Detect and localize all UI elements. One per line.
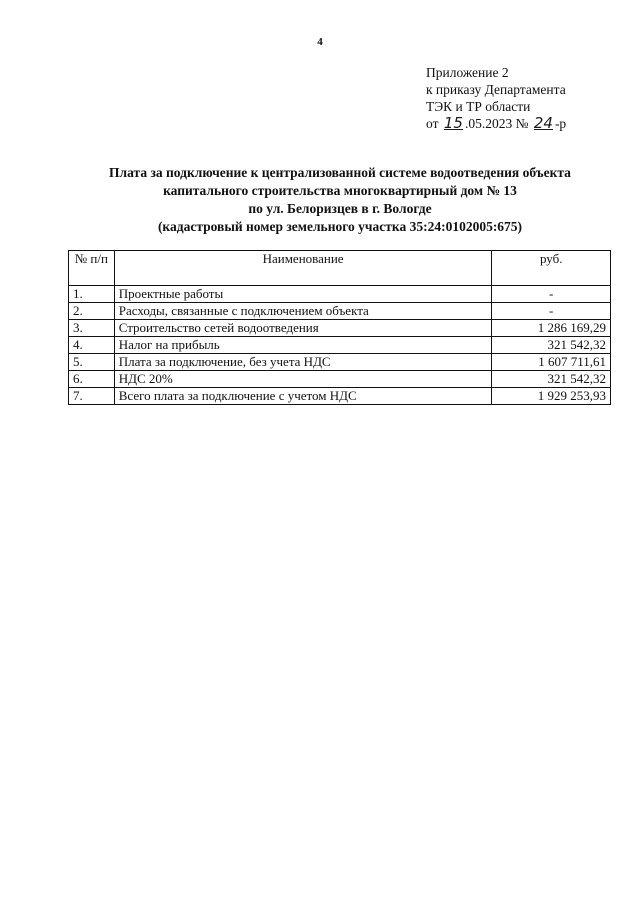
row-rub: - — [492, 286, 611, 303]
row-name: Налог на прибыль — [114, 337, 492, 354]
order-number-suffix: -р — [554, 116, 567, 131]
title-line-1: Плата за подключение к централизованной системе водоотведения объекта — [109, 165, 571, 180]
date-suffix: .05.2023 № — [464, 116, 529, 131]
appendix-block — [426, 64, 566, 132]
title-line-4: (кадастровый номер земельного участка 35:24:0102005:675) — [157, 219, 523, 234]
appendix-line-3: ТЭК и ТР области — [426, 99, 531, 114]
row-name: Расходы, связанные с подключением объекта — [114, 303, 492, 320]
row-num: 5. — [69, 354, 115, 371]
header-rub: руб. — [492, 251, 611, 286]
table-row — [69, 320, 611, 337]
row-name: Строительство сетей водоотведения — [114, 320, 492, 337]
table-row — [69, 354, 611, 371]
row-rub: 321 542,32 — [492, 371, 611, 388]
date-prefix: от — [426, 116, 439, 131]
header-name: Наименование — [114, 251, 492, 286]
row-rub: 1 286 169,29 — [492, 320, 611, 337]
row-num: 6. — [69, 371, 115, 388]
row-name: НДС 20% — [114, 371, 492, 388]
handwritten-day: 15 — [443, 114, 463, 132]
row-num: 3. — [69, 320, 115, 337]
appendix-date-line — [426, 115, 566, 132]
table-row — [69, 286, 611, 303]
table-row — [69, 388, 611, 405]
title-line-2: капитального строительства многоквартирный дом № 13 — [163, 183, 517, 198]
appendix-line-1: Приложение 2 — [426, 65, 509, 80]
row-num: 7. — [69, 388, 115, 405]
page-number: 4 — [317, 36, 323, 48]
handwritten-order-number: 24 — [533, 114, 553, 132]
table-row — [69, 337, 611, 354]
title-line-3: по ул. Белоризцев в г. Вологде — [248, 201, 432, 216]
document-title — [70, 164, 610, 236]
row-name: Плата за подключение, без учета НДС — [114, 354, 492, 371]
row-rub: 1 607 711,61 — [492, 354, 611, 371]
table-row — [69, 371, 611, 388]
row-rub: 321 542,32 — [492, 337, 611, 354]
row-num: 2. — [69, 303, 115, 320]
row-name: Проектные работы — [114, 286, 492, 303]
table-header-row — [69, 251, 611, 286]
row-rub: - — [492, 303, 611, 320]
row-rub: 1 929 253,93 — [492, 388, 611, 405]
row-num: 1. — [69, 286, 115, 303]
table-row — [69, 303, 611, 320]
appendix-line-2: к приказу Департамента — [426, 82, 566, 97]
header-num: № п/п — [69, 251, 115, 286]
fees-table — [68, 250, 611, 405]
row-num: 4. — [69, 337, 115, 354]
row-name: Всего плата за подключение с учетом НДС — [114, 388, 492, 405]
